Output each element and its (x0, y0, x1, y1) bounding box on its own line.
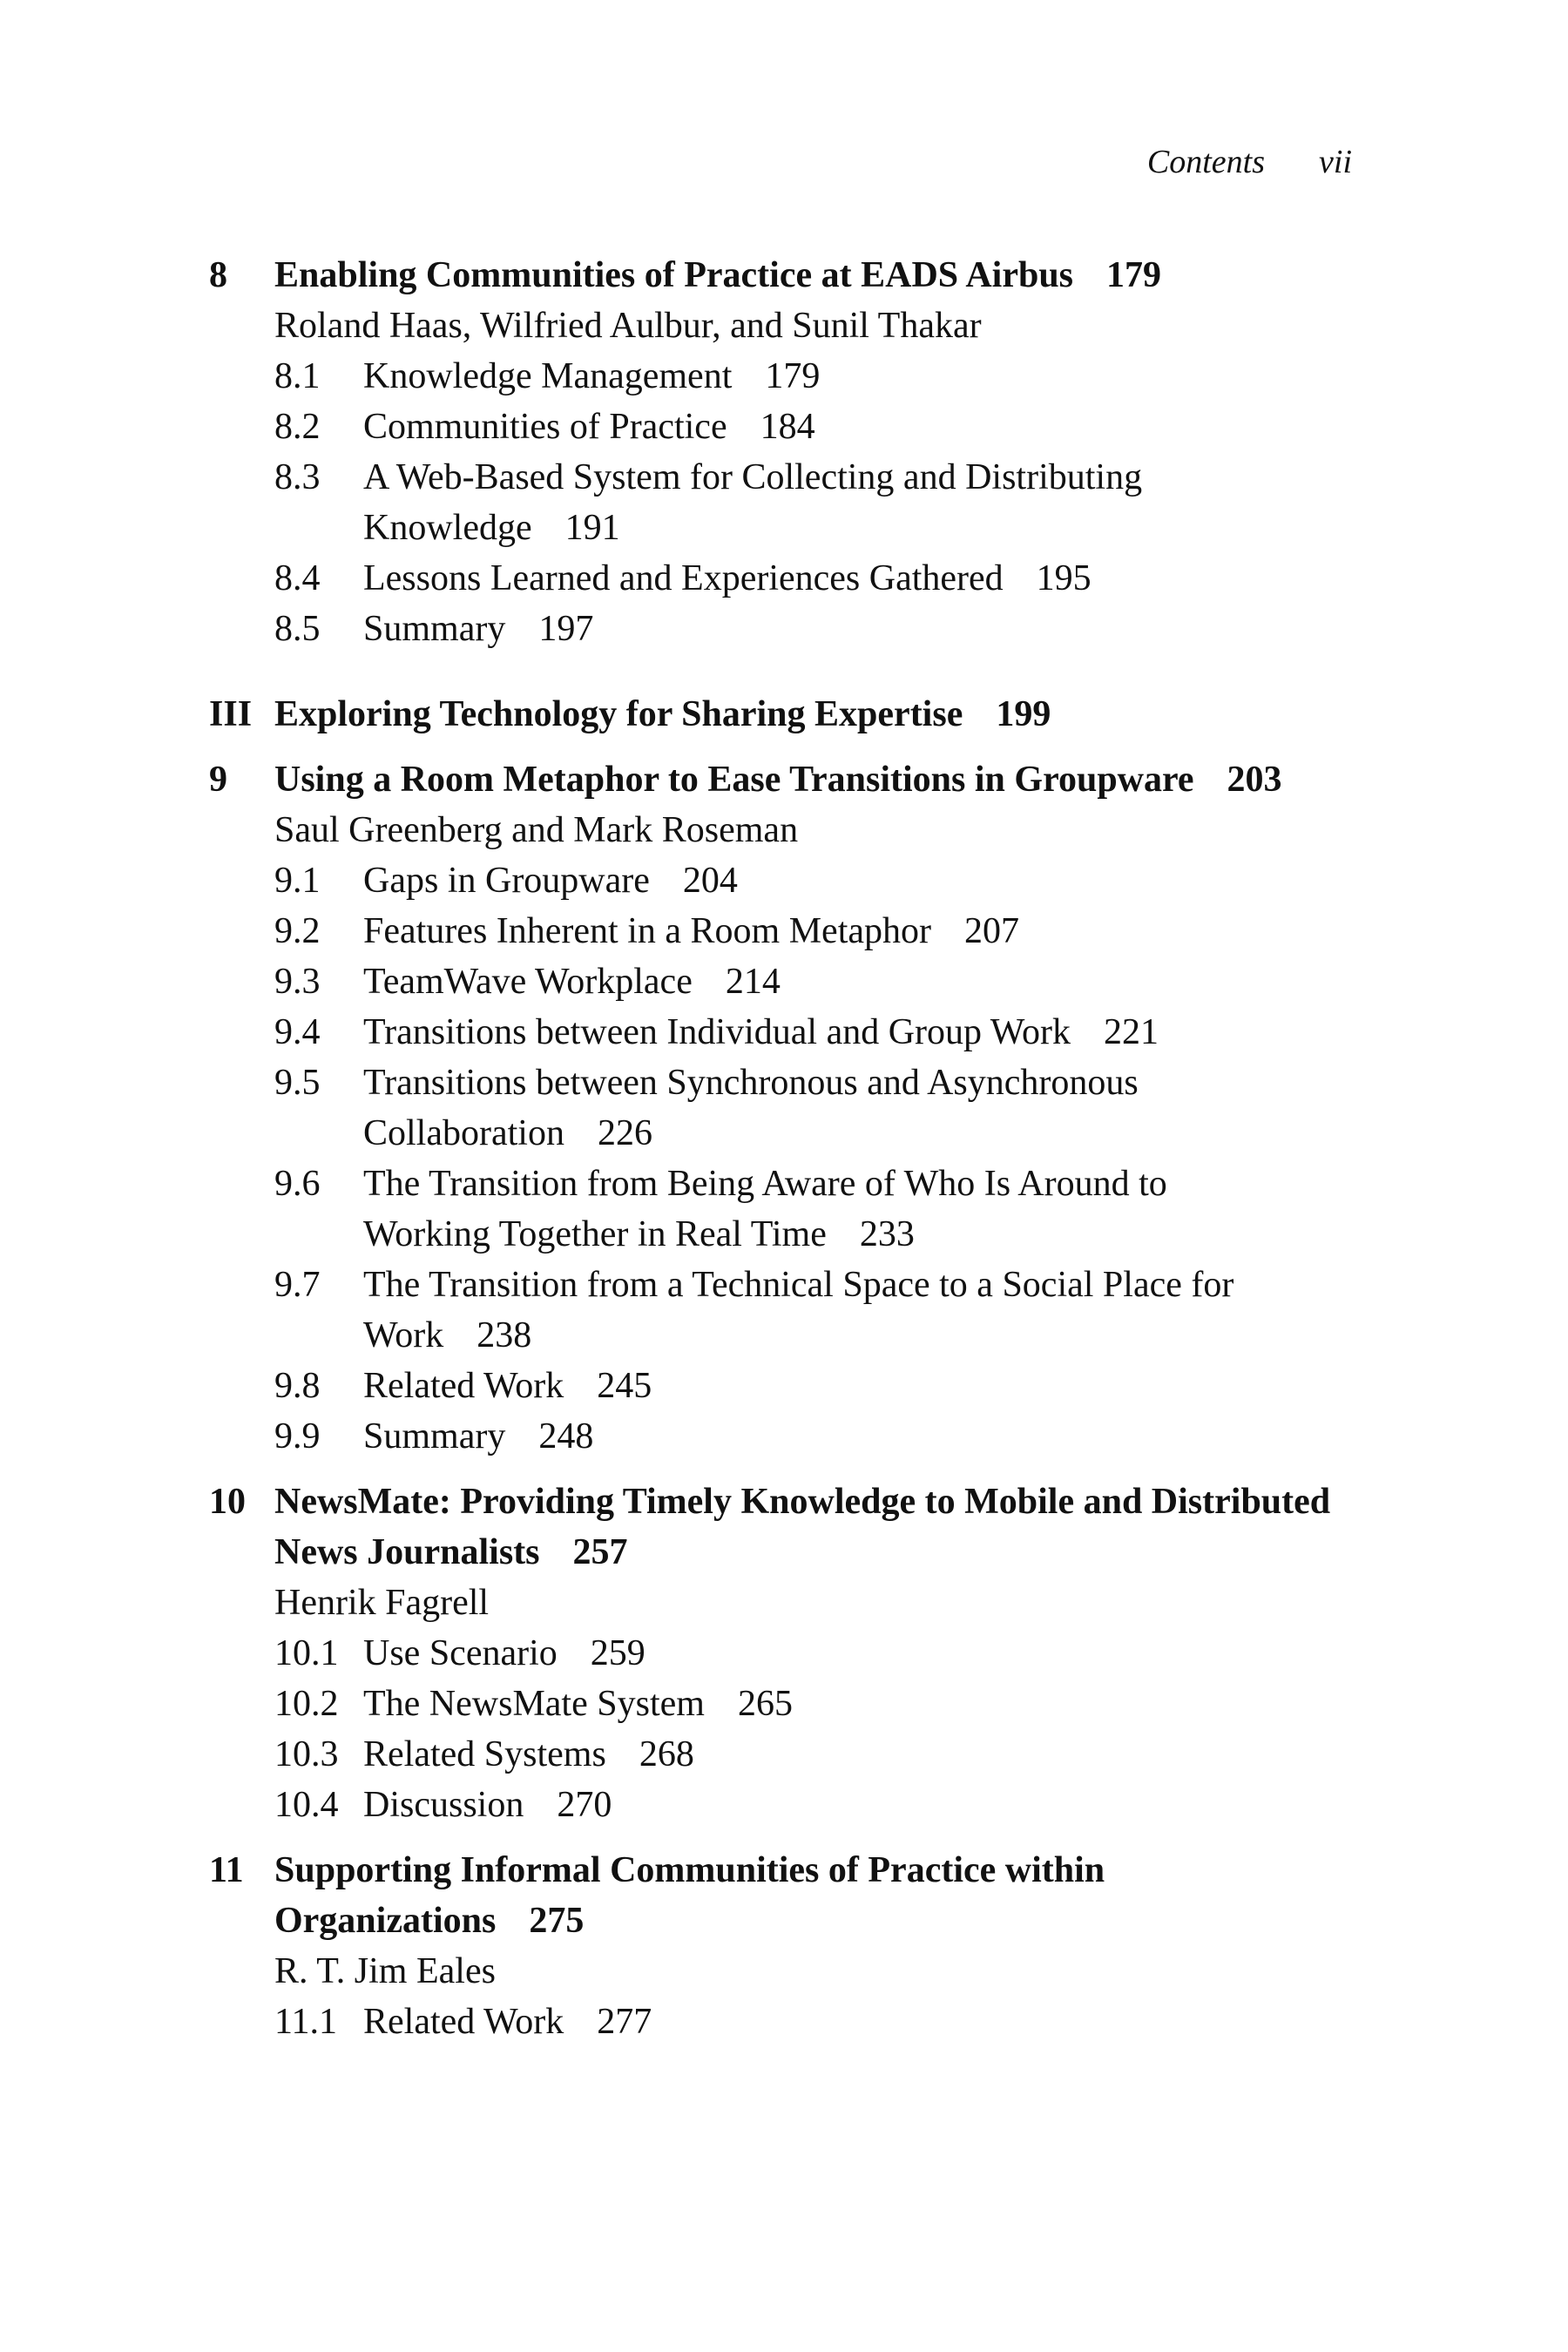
part-page-number: 199 (996, 694, 1051, 734)
section-number: 9.7 (274, 1265, 321, 1305)
section-number: 9.8 (274, 1366, 321, 1406)
section-row (209, 855, 1376, 906)
section-page-number: 195 (1036, 558, 1092, 598)
section-page-number: 248 (538, 1416, 594, 1456)
chapter-row (209, 1845, 1376, 1896)
chapter-number: 10 (209, 1482, 246, 1522)
running-header-title: Contents (1146, 144, 1266, 180)
chapter-authors: Roland Haas, Wilfried Aulbur, and Sunil Thakar (274, 306, 982, 346)
section-page-number: 268 (639, 1734, 694, 1774)
section-title: Summary (363, 1416, 506, 1456)
table-of-contents (209, 250, 1376, 2047)
chapter-title-continued: News Journalists (274, 1532, 540, 1572)
section-title: Summary (363, 609, 506, 649)
section-page-number: 226 (597, 1113, 652, 1153)
running-header (1147, 143, 1352, 181)
running-header-page-number: vii (1319, 144, 1352, 180)
section-title: Related Work (363, 1366, 564, 1406)
section-number: 8.2 (274, 407, 321, 447)
section-title: Knowledge (363, 508, 532, 548)
section-page-number: 238 (476, 1315, 532, 1355)
chapter-row-continued (209, 1527, 1376, 1578)
section-page-number: 233 (859, 1214, 915, 1254)
section-title: The Transition from a Technical Space to a Social Place for (363, 1265, 1234, 1305)
section-row (209, 503, 1376, 553)
section-row (209, 351, 1376, 402)
section-title: Lessons Learned and Experiences Gathered (363, 558, 1004, 598)
chapter-row (209, 754, 1376, 805)
section-title: Transitions between Individual and Group Work (363, 1012, 1071, 1052)
chapter-page-number: 179 (1106, 255, 1162, 295)
section-number: 9.5 (274, 1063, 321, 1103)
section-row (209, 1729, 1376, 1780)
section-row (209, 1997, 1376, 2047)
section-number: 8.3 (274, 457, 321, 497)
section-number: 10.2 (274, 1684, 339, 1724)
section-title: A Web-Based System for Collecting and Distributing (363, 457, 1143, 497)
section-row (209, 1159, 1376, 1209)
section-number: 9.4 (274, 1012, 321, 1052)
section-title: Related Systems (363, 1734, 606, 1774)
section-page-number: 179 (765, 356, 821, 396)
chapter-title: Enabling Communities of Practice at EADS Airbus (274, 255, 1074, 295)
section-page-number: 207 (963, 911, 1019, 951)
section-title: Knowledge Management (363, 356, 733, 396)
section-row (209, 1310, 1376, 1361)
section-title: The Transition from Being Aware of Who Is Around to (363, 1164, 1167, 1204)
chapter-number: 9 (209, 760, 227, 800)
section-title: Work (363, 1315, 444, 1355)
section-row (209, 1361, 1376, 1411)
section-row (209, 1058, 1376, 1108)
section-title: Collaboration (363, 1113, 564, 1153)
section-row (209, 1108, 1376, 1159)
section-page-number: 214 (725, 962, 781, 1002)
chapter-authors: Saul Greenberg and Mark Roseman (274, 810, 799, 850)
section-number: 10.4 (274, 1785, 339, 1825)
section-title: Related Work (363, 2002, 564, 2042)
chapter-entry (209, 250, 1376, 654)
part-title: Exploring Technology for Sharing Expertise (274, 694, 963, 734)
chapter-row (209, 250, 1376, 301)
section-page-number: 221 (1104, 1012, 1159, 1052)
section-number: 9.3 (274, 962, 321, 1002)
section-row (209, 1411, 1376, 1462)
section-page-number: 259 (590, 1633, 645, 1673)
section-number: 8.5 (274, 609, 321, 649)
section-row (209, 402, 1376, 452)
section-title: Transitions between Synchronous and Asynchronous (363, 1063, 1139, 1103)
chapter-title: Supporting Informal Communities of Practice within (274, 1850, 1105, 1890)
chapter-page-number: 203 (1227, 760, 1282, 800)
chapter-title: Using a Room Metaphor to Ease Transitions in Groupware (274, 760, 1194, 800)
section-row (209, 1780, 1376, 1830)
chapter-title-continued: Organizations (274, 1901, 497, 1941)
chapter-authors: Henrik Fagrell (274, 1583, 490, 1623)
section-number: 10.3 (274, 1734, 339, 1774)
chapter-page-number: 275 (529, 1901, 585, 1941)
section-title: Communities of Practice (363, 407, 727, 447)
part-entry (209, 689, 1376, 740)
chapter-number: 11 (209, 1850, 244, 1890)
chapter-entry (209, 754, 1376, 1462)
chapter-row (209, 1477, 1376, 1527)
section-title: The NewsMate System (363, 1684, 705, 1724)
section-row (209, 553, 1376, 604)
chapter-page-number: 257 (572, 1532, 628, 1572)
section-page-number: 197 (538, 609, 594, 649)
section-page-number: 265 (737, 1684, 793, 1724)
section-row (209, 1260, 1376, 1310)
section-title: Use Scenario (363, 1633, 558, 1673)
section-number: 9.1 (274, 861, 321, 901)
chapter-row-continued (209, 1896, 1376, 1946)
section-page-number: 184 (760, 407, 815, 447)
section-page-number: 270 (557, 1785, 612, 1825)
section-row (209, 1628, 1376, 1679)
section-title: Features Inherent in a Room Metaphor (363, 911, 931, 951)
section-number: 10.1 (274, 1633, 339, 1673)
section-row (209, 604, 1376, 654)
section-row (209, 956, 1376, 1007)
chapter-authors: R. T. Jim Eales (274, 1951, 496, 1991)
section-title: TeamWave Workplace (363, 962, 693, 1002)
section-page-number: 277 (597, 2002, 652, 2042)
section-row (209, 1209, 1376, 1260)
chapter-title: NewsMate: Providing Timely Knowledge to Mobile and Distributed (274, 1482, 1331, 1522)
section-title: Working Together in Real Time (363, 1214, 827, 1254)
section-row (209, 1007, 1376, 1058)
section-page-number: 191 (564, 508, 620, 548)
section-number: 9.9 (274, 1416, 321, 1456)
chapter-entry (209, 1477, 1376, 1830)
section-title: Gaps in Groupware (363, 861, 650, 901)
section-row (209, 1679, 1376, 1729)
part-number: III (209, 694, 253, 734)
section-number: 11.1 (274, 2002, 337, 2042)
section-number: 8.1 (274, 356, 321, 396)
chapter-entry (209, 1845, 1376, 2047)
section-row (209, 906, 1376, 956)
section-number: 9.6 (274, 1164, 321, 1204)
section-page-number: 204 (682, 861, 738, 901)
section-number: 9.2 (274, 911, 321, 951)
part-row (209, 689, 1376, 740)
section-number: 8.4 (274, 558, 321, 598)
section-title: Discussion (363, 1785, 524, 1825)
section-row (209, 452, 1376, 503)
section-page-number: 245 (597, 1366, 652, 1406)
chapter-number: 8 (209, 255, 227, 295)
